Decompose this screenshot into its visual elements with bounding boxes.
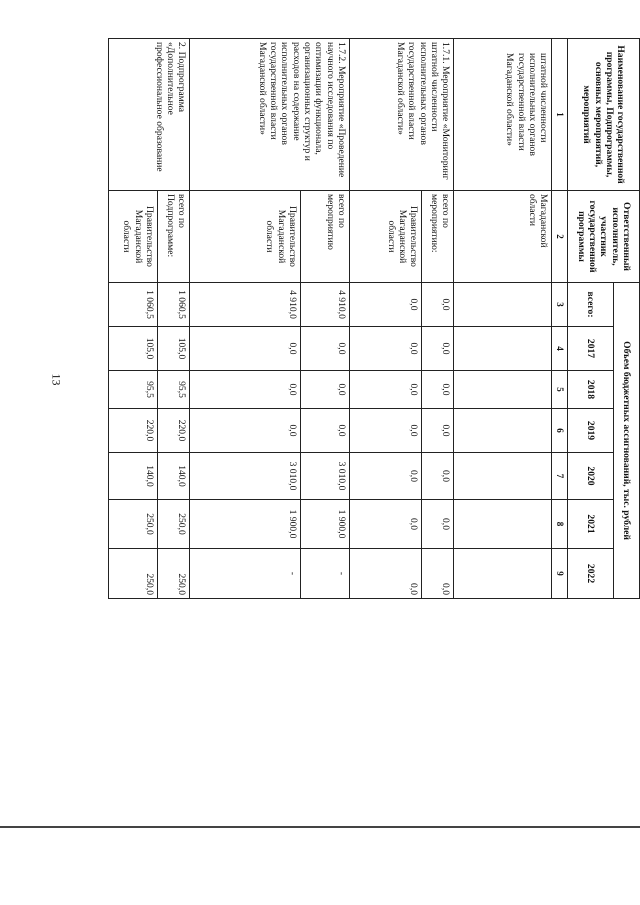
header-total: всего:	[568, 283, 613, 327]
rotated-table-frame	[108, 38, 640, 598]
value-2021: 0,0	[349, 500, 421, 549]
value-2018: 0,0	[300, 371, 349, 409]
value-2022: 250,0	[109, 549, 158, 599]
column-number: 5	[552, 371, 568, 409]
value-2022: 0,0	[422, 549, 454, 599]
header-row-1	[613, 39, 639, 599]
header-year-2021: 2021	[568, 500, 613, 549]
value-2022: 0,0	[349, 549, 421, 599]
value-2017: 0,0	[300, 327, 349, 371]
value-total: 4 910,0	[300, 283, 349, 327]
row-name: 2. Подпрограмма «Дополнительное профессиональное образование	[109, 39, 190, 191]
table-row	[454, 39, 552, 599]
row-executor: Правительство Магаданской области	[190, 191, 301, 283]
row-executor: Магаданской области	[454, 191, 552, 283]
column-number: 4	[552, 327, 568, 371]
header-program-name: Наименование государственной программы, Подпрограммы, основных мероприятий, мероприятий	[568, 39, 640, 191]
value-2019: 0,0	[422, 409, 454, 453]
value-2017: 0,0	[422, 327, 454, 371]
column-number: 3	[552, 283, 568, 327]
value-2018: 95,5	[109, 371, 158, 409]
value-2019: 0,0	[349, 409, 421, 453]
column-number: 8	[552, 500, 568, 549]
row-name: 1.7.1. Мероприятие «Мониторинг штатной численности исполнительных органов государственной власти Магаданской области»	[349, 39, 453, 191]
value-2019: 0,0	[190, 409, 301, 453]
value-2022	[454, 549, 552, 599]
header-year-2020: 2020	[568, 453, 613, 500]
document-table-wrapper	[108, 38, 640, 598]
value-2020: 0,0	[349, 453, 421, 500]
value-2022: -	[190, 549, 301, 599]
value-total: 4 910,0	[190, 283, 301, 327]
value-2020: 140,0	[109, 453, 158, 500]
header-budget-group: Объем бюджетных ассигнований, тыс. рублей	[613, 283, 639, 599]
value-2018: 0,0	[422, 371, 454, 409]
row-executor: всего по Подпрограмме:	[158, 191, 190, 283]
column-number: 2	[552, 191, 568, 283]
header-year-2022: 2022	[568, 549, 613, 599]
scan-edge-line	[0, 826, 640, 828]
row-executor: всего по мероприятию:	[422, 191, 454, 283]
value-2019: 0,0	[300, 409, 349, 453]
table-row	[158, 39, 190, 599]
value-2020	[454, 453, 552, 500]
value-2020: 3 010,0	[190, 453, 301, 500]
row-executor: Правительство Магаданской области	[109, 191, 158, 283]
row-executor: всего по мероприятию	[300, 191, 349, 283]
value-2017: 0,0	[190, 327, 301, 371]
header-executor: Ответственный исполнитель, участник государственной программы	[568, 191, 640, 283]
table-row	[422, 39, 454, 599]
value-2017: 105,0	[109, 327, 158, 371]
value-2017: 105,0	[158, 327, 190, 371]
row-name: 1.7.2. Мероприятие «Проведение научного исследования по оптимизации функционала, организационных структур и расходов на содержание исполнительных органов государственной власти Магаданской области»	[190, 39, 350, 191]
value-2018: 0,0	[349, 371, 421, 409]
header-year-2017: 2017	[568, 327, 613, 371]
value-2018: 0,0	[190, 371, 301, 409]
value-total: 1 060,5	[109, 283, 158, 327]
budget-table	[108, 38, 640, 599]
column-number: 6	[552, 409, 568, 453]
page-number: 13	[49, 373, 64, 386]
header-year-2019: 2019	[568, 409, 613, 453]
column-number-row	[552, 39, 568, 599]
value-2020: 0,0	[422, 453, 454, 500]
value-2020: 140,0	[158, 453, 190, 500]
value-2021	[454, 500, 552, 549]
row-executor: Правительство Магаданской области	[349, 191, 421, 283]
column-number: 1	[552, 39, 568, 191]
value-2021: 1 900,0	[300, 500, 349, 549]
value-2018: 95,5	[158, 371, 190, 409]
value-total: 1 060,5	[158, 283, 190, 327]
row-name: штатной численности исполнительных органов государственной власти Магаданской области»	[454, 39, 552, 191]
value-2021: 0,0	[422, 500, 454, 549]
value-2018	[454, 371, 552, 409]
value-2019	[454, 409, 552, 453]
table-row	[300, 39, 349, 599]
header-year-2018: 2018	[568, 371, 613, 409]
value-2022: -	[300, 549, 349, 599]
value-2022: 250,0	[158, 549, 190, 599]
value-total	[454, 283, 552, 327]
value-2021: 250,0	[158, 500, 190, 549]
value-2020: 3 010,0	[300, 453, 349, 500]
value-2019: 220,0	[158, 409, 190, 453]
value-total: 0,0	[349, 283, 421, 327]
column-number: 7	[552, 453, 568, 500]
value-2017	[454, 327, 552, 371]
column-number: 9	[552, 549, 568, 599]
value-2019: 220,0	[109, 409, 158, 453]
value-2021: 1 900,0	[190, 500, 301, 549]
value-2021: 250,0	[109, 500, 158, 549]
value-total: 0,0	[422, 283, 454, 327]
value-2017: 0,0	[349, 327, 421, 371]
